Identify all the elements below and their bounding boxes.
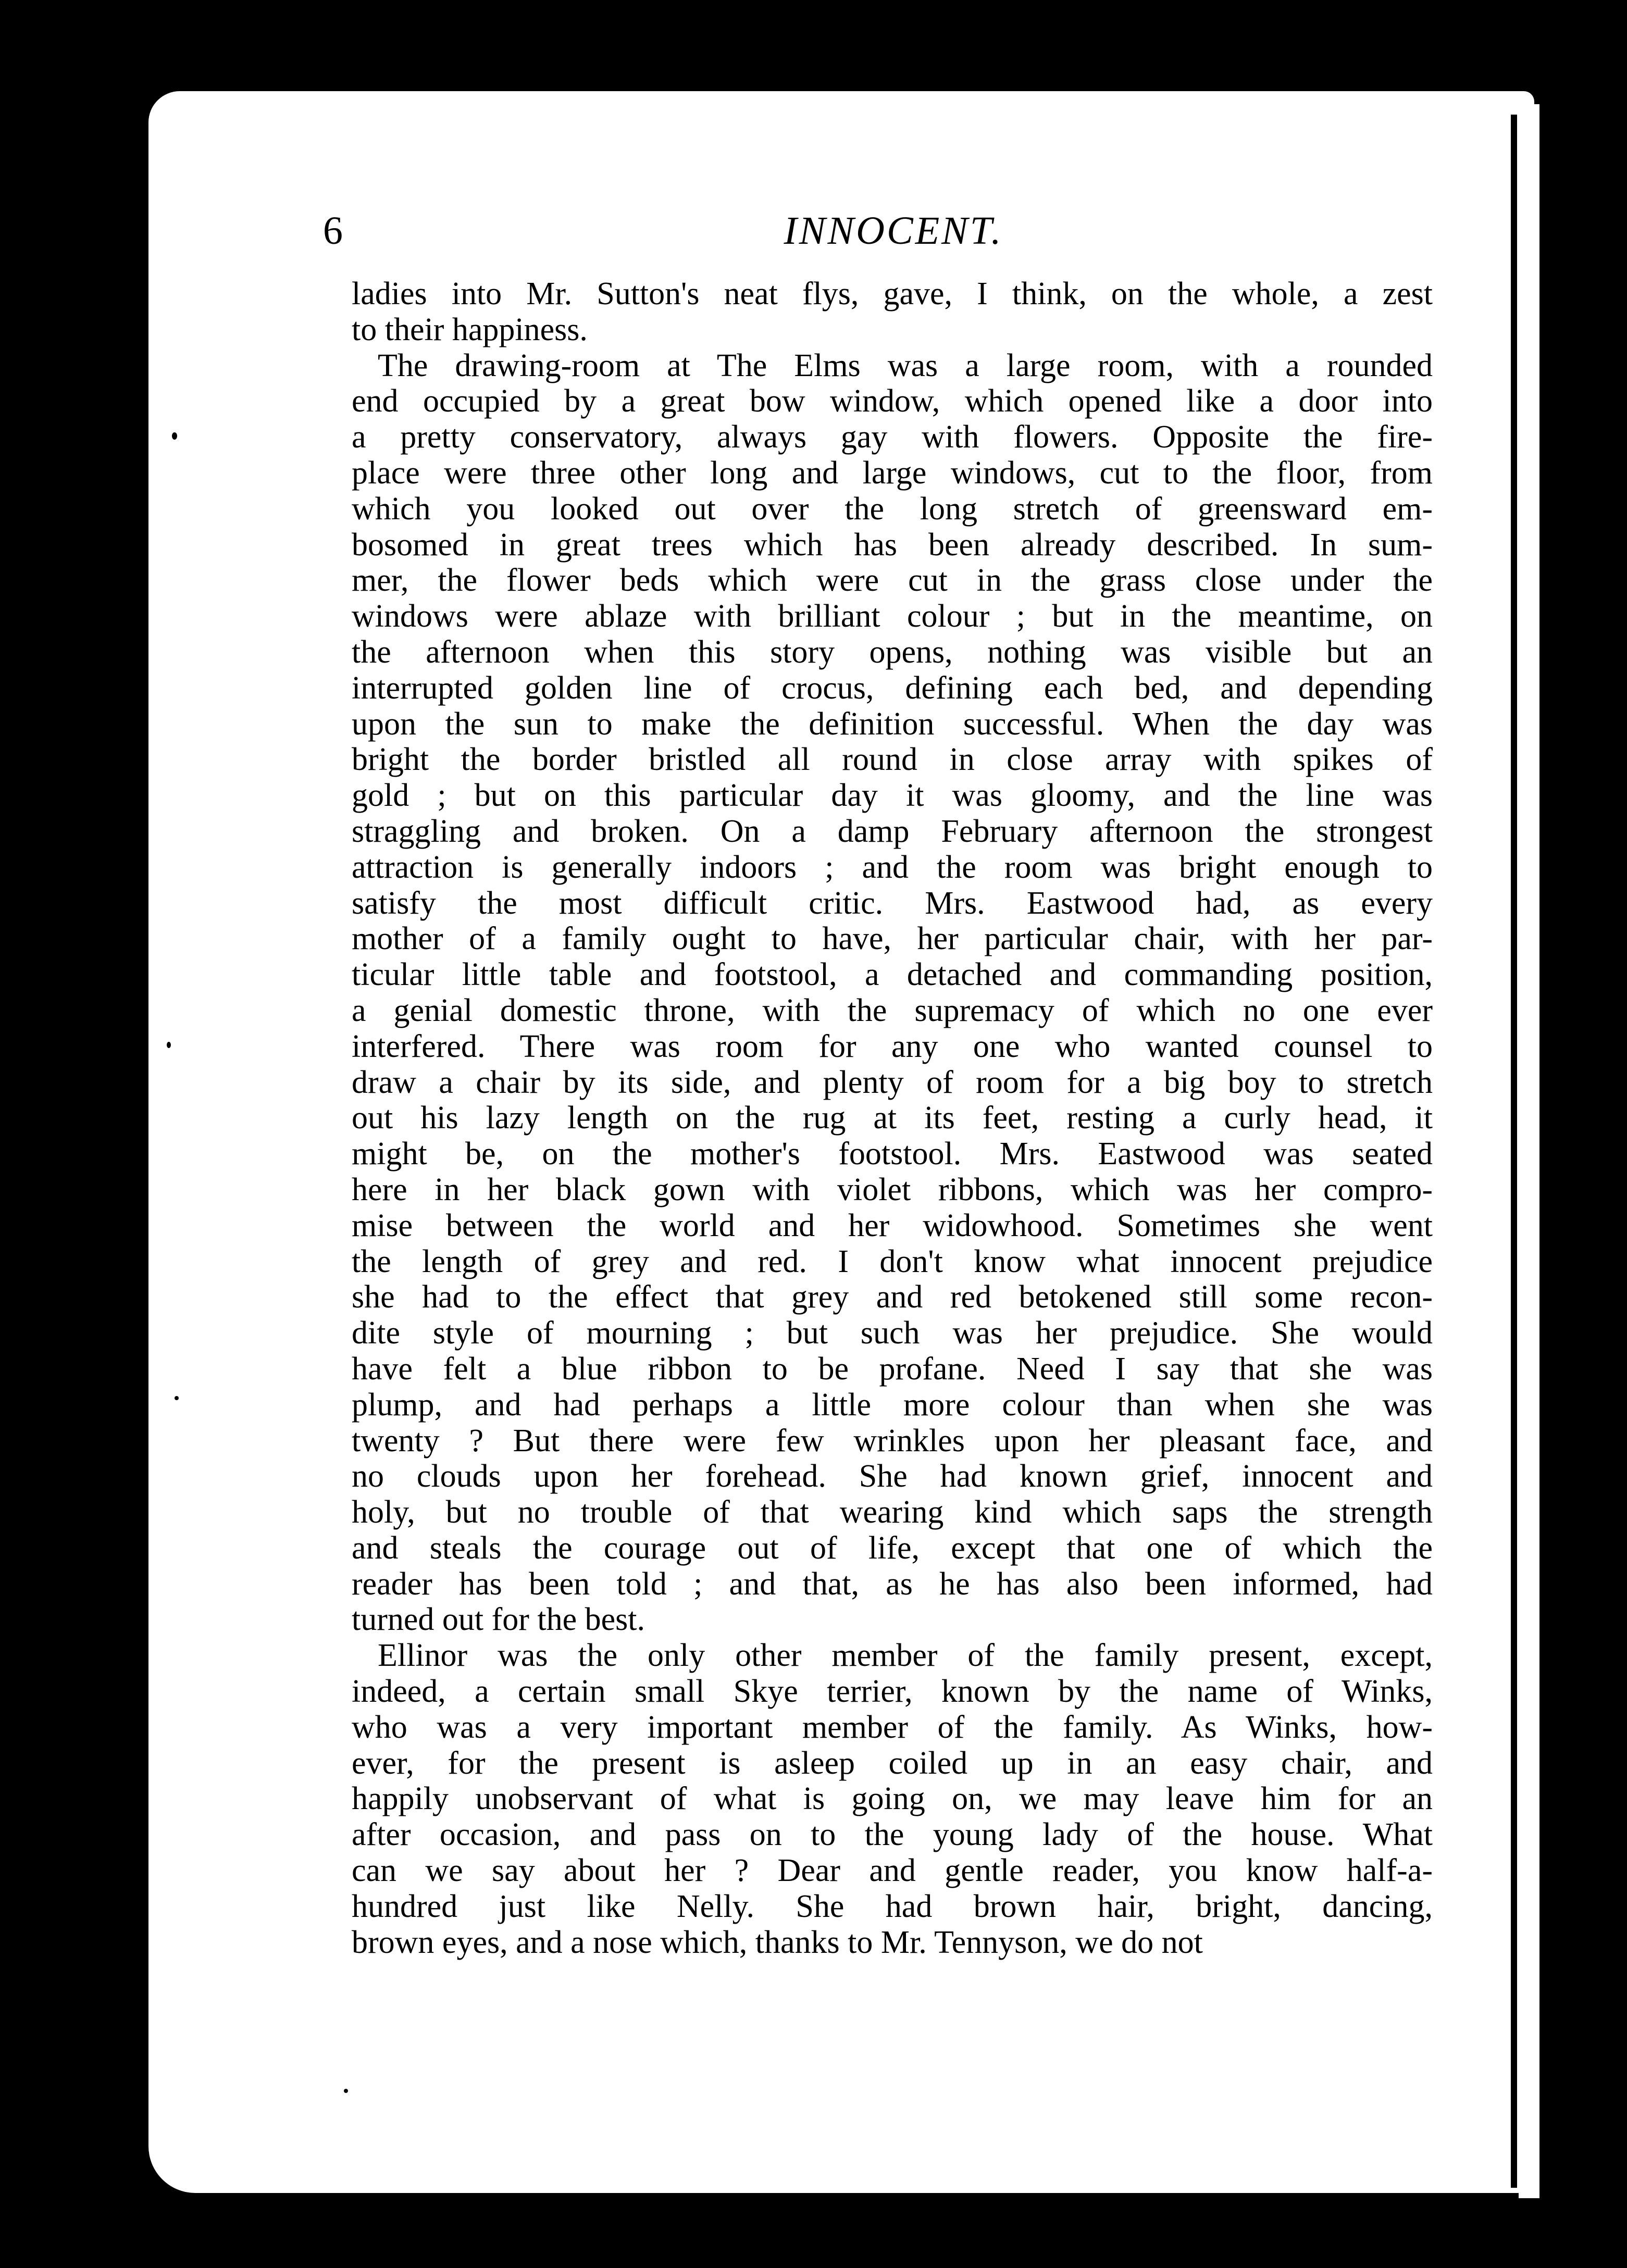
text-line: out his lazy length on the rug at its feet, resting a curly head, it: [352, 1100, 1433, 1136]
text-line: gold ; but on this particular day it was gloomy, and the line was: [352, 778, 1433, 814]
text-line: indeed, a certain small Skye terrier, known by the name of Winks,: [352, 1674, 1433, 1710]
text-line: ever, for the present is asleep coiled up in an easy chair, and: [352, 1745, 1433, 1781]
text-line: have felt a blue ribbon to be profane. Need I say that she was: [352, 1351, 1433, 1387]
text-line: after occasion, and pass on to the young lady of the house. What: [352, 1817, 1433, 1853]
page-fold-line: [1511, 115, 1517, 2188]
text-line: twenty ? But there were few wrinkles upon her pleasant face, and: [352, 1423, 1433, 1459]
text-line: and steals the courage out of life, except that one of which the: [352, 1530, 1433, 1566]
text-line: a genial domestic throne, with the supremacy of which no one ever: [352, 992, 1433, 1028]
text-line: can we say about her ? Dear and gentle reader, you know half-a-: [352, 1853, 1433, 1889]
text-line: which you looked out over the long stretch of greensward em-: [352, 491, 1433, 527]
text-line: bosomed in great trees which has been already described. In sum-: [352, 527, 1433, 563]
text-line: attraction is generally indoors ; and the room was bright enough to: [352, 849, 1433, 885]
text-line: The drawing-room at The Elms was a large room, with a rounded: [378, 347, 1433, 383]
text-line: she had to the effect that grey and red betokened still some recon-: [352, 1279, 1433, 1315]
text-line: straggling and broken. On a damp February afternoon the strongest: [352, 813, 1433, 849]
text-line: plump, and had perhaps a little more colour than when she was: [352, 1387, 1433, 1423]
text-line: brown eyes, and a nose which, thanks to Mr. Tennyson, we do not: [352, 1924, 1203, 1960]
text-line: mer, the flower beds which were cut in the grass close under the: [352, 563, 1433, 599]
text-line: happily unobservant of what is going on, we may leave him for an: [352, 1781, 1433, 1817]
text-line: upon the sun to make the definition successful. When the day was: [352, 706, 1433, 742]
text-line: who was a very important member of the family. As Winks, how-: [352, 1709, 1433, 1745]
body-text: [352, 276, 1433, 1960]
speck: [344, 2089, 348, 2093]
page-edge: [1519, 104, 1539, 2198]
text-line: to their happiness.: [352, 311, 588, 347]
text-line: mise between the world and her widowhood. Sometimes she went: [352, 1207, 1433, 1243]
text-line: Ellinor was the only other member of the family present, except,: [378, 1638, 1433, 1674]
text-line: end occupied by a great bow window, which opened like a door into: [352, 383, 1433, 419]
text-line: draw a chair by its side, and plenty of room for a big boy to stretch: [352, 1064, 1433, 1100]
speck: [175, 1396, 179, 1400]
text-line: turned out for the best.: [352, 1602, 645, 1638]
text-line: the afternoon when this story opens, nothing was visible but an: [352, 634, 1433, 670]
speck: [167, 1042, 171, 1048]
running-title: INNOCENT.: [784, 209, 1003, 253]
text-line: windows were ablaze with brilliant colour ; but in the meantime, on: [352, 599, 1433, 634]
text-line: interrupted golden line of crocus, defining each bed, and depending: [352, 670, 1433, 706]
text-line: interfered. There was room for any one who wanted counsel to: [352, 1028, 1433, 1064]
speck: [172, 432, 177, 440]
text-line: here in her black gown with violet ribbons, which was her compro-: [352, 1172, 1433, 1207]
text-line: ladies into Mr. Sutton's neat flys, gave, I think, on the whole, a zest: [352, 276, 1433, 311]
text-line: the length of grey and red. I don't know what innocent prejudice: [352, 1243, 1433, 1279]
text-line: satisfy the most difficult critic. Mrs. Eastwood had, as every: [352, 885, 1433, 921]
text-line: hundred just like Nelly. She had brown hair, bright, dancing,: [352, 1888, 1433, 1924]
text-line: mother of a family ought to have, her particular chair, with her par-: [352, 921, 1433, 957]
text-line: place were three other long and large windows, cut to the floor, from: [352, 455, 1433, 491]
text-line: reader has been told ; and that, as he has also been informed, had: [352, 1566, 1433, 1602]
text-line: ticular little table and footstool, a detached and commanding position,: [352, 957, 1433, 993]
page-header: [323, 208, 1443, 255]
text-line: might be, on the mother's footstool. Mrs. Eastwood was seated: [352, 1136, 1433, 1172]
text-line: holy, but no trouble of that wearing kind which saps the strength: [352, 1494, 1433, 1530]
text-line: no clouds upon her forehead. She had known grief, innocent and: [352, 1459, 1433, 1494]
text-line: dite style of mourning ; but such was her prejudice. She would: [352, 1315, 1433, 1351]
page-number: 6: [323, 209, 343, 253]
text-line: a pretty conservatory, always gay with flowers. Opposite the fire-: [352, 419, 1433, 455]
text-line: bright the border bristled all round in close array with spikes of: [352, 742, 1433, 778]
